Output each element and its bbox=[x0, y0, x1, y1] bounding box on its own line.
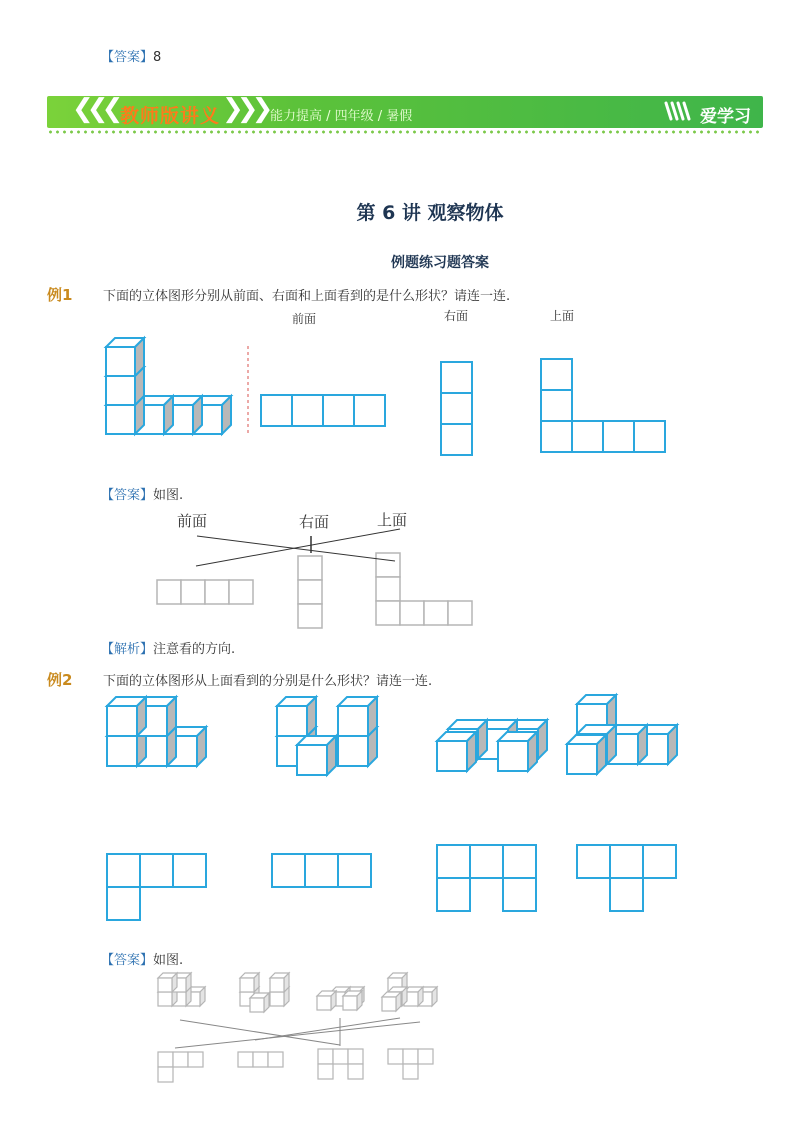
square bbox=[424, 601, 448, 625]
square bbox=[572, 421, 603, 452]
cube-front-face bbox=[270, 992, 284, 1006]
example2-solid-figures bbox=[107, 695, 677, 775]
square bbox=[272, 854, 305, 887]
square bbox=[441, 393, 472, 424]
cube-front-face bbox=[343, 996, 357, 1010]
square bbox=[348, 1049, 363, 1064]
square bbox=[441, 362, 472, 393]
view-label-top: 上面 bbox=[550, 309, 575, 323]
cube-front-face bbox=[437, 741, 467, 771]
section-title: 例题练习题答案 bbox=[391, 255, 489, 271]
cube-front-face bbox=[382, 997, 396, 1011]
example2-label: 例2 bbox=[47, 671, 73, 689]
answer-text: 如图. bbox=[153, 953, 184, 968]
square bbox=[634, 421, 665, 452]
example2-question: 下面的立体图形从上面看到的分别是什么形状？请连一连. bbox=[103, 674, 433, 689]
cube-front-face bbox=[338, 736, 368, 766]
square bbox=[503, 878, 536, 911]
cube-front-face bbox=[297, 745, 327, 775]
square bbox=[181, 580, 205, 604]
banner-brand: 爱学习 bbox=[700, 107, 751, 127]
example1-view-options bbox=[261, 359, 665, 455]
view-label-right: 右面 bbox=[444, 309, 469, 323]
cube-front-face bbox=[498, 741, 528, 771]
square bbox=[441, 424, 472, 455]
square bbox=[292, 395, 323, 426]
cube-front-face bbox=[107, 706, 137, 736]
cube-front-face bbox=[270, 978, 284, 992]
square bbox=[610, 845, 643, 878]
square bbox=[298, 604, 322, 628]
answer-tag: 【答案】 bbox=[101, 50, 154, 65]
banner-title: 教师版讲义 bbox=[120, 105, 221, 127]
example1-answer bbox=[101, 484, 183, 503]
square bbox=[348, 1064, 363, 1079]
square bbox=[448, 601, 472, 625]
example1-label: 例1 bbox=[47, 286, 73, 304]
connector-line bbox=[197, 536, 395, 561]
square bbox=[376, 601, 400, 625]
square bbox=[388, 1049, 403, 1064]
cube-front-face bbox=[240, 978, 254, 992]
answer-label-right: 右面 bbox=[299, 513, 330, 531]
cube-front-face bbox=[567, 744, 597, 774]
square bbox=[268, 1052, 283, 1067]
square bbox=[158, 1067, 173, 1082]
square bbox=[333, 1049, 348, 1064]
square bbox=[107, 887, 140, 920]
square bbox=[418, 1049, 433, 1064]
cube-front-face bbox=[338, 706, 368, 736]
square bbox=[437, 878, 470, 911]
square bbox=[318, 1064, 333, 1079]
answer-label-top: 上面 bbox=[377, 511, 408, 529]
square bbox=[140, 854, 173, 887]
cube-front-face bbox=[106, 376, 135, 405]
connector-line bbox=[175, 1022, 420, 1048]
square bbox=[610, 878, 643, 911]
square bbox=[253, 1052, 268, 1067]
cube-front-face bbox=[158, 992, 172, 1006]
cube-front-face bbox=[107, 736, 137, 766]
example1-solid-figure bbox=[106, 338, 231, 434]
square bbox=[229, 580, 253, 604]
example2-answer bbox=[101, 949, 183, 968]
square bbox=[403, 1064, 418, 1079]
square bbox=[157, 580, 181, 604]
square bbox=[298, 580, 322, 604]
analysis-text: 注意看的方向. bbox=[153, 642, 236, 657]
example1-analysis bbox=[101, 638, 235, 657]
view-label-front: 前面 bbox=[292, 312, 317, 326]
square bbox=[238, 1052, 253, 1067]
chevron-left-icon: ❮❮❮ bbox=[72, 94, 117, 124]
answer-tag: 【答案】 bbox=[101, 488, 154, 503]
square bbox=[205, 580, 229, 604]
cube-front-face bbox=[317, 996, 331, 1010]
example2-top-views bbox=[107, 845, 676, 920]
square bbox=[403, 1049, 418, 1064]
cube-front-face bbox=[106, 347, 135, 376]
square bbox=[541, 390, 572, 421]
square bbox=[323, 395, 354, 426]
cube-front-face bbox=[158, 978, 172, 992]
example1-answer-figure bbox=[157, 529, 472, 628]
square bbox=[107, 854, 140, 887]
square bbox=[305, 854, 338, 887]
square bbox=[541, 421, 572, 452]
square bbox=[400, 601, 424, 625]
square bbox=[541, 359, 572, 390]
square bbox=[261, 395, 292, 426]
square bbox=[376, 553, 400, 577]
answer-tag: 【答案】 bbox=[101, 953, 154, 968]
square bbox=[470, 845, 503, 878]
lecture-title: 第 6 讲 观察物体 bbox=[356, 202, 504, 224]
square bbox=[354, 395, 385, 426]
square bbox=[173, 1052, 188, 1067]
square bbox=[298, 556, 322, 580]
square bbox=[338, 854, 371, 887]
chevron-right-icon: ❯❯❯ bbox=[222, 94, 267, 124]
square bbox=[173, 854, 206, 887]
banner-subtitle: 能力提高 / 四年级 / 暑假 bbox=[270, 109, 413, 124]
analysis-tag: 【解析】 bbox=[101, 642, 154, 657]
answer-label-front: 前面 bbox=[177, 512, 208, 530]
cube-front-face bbox=[106, 405, 135, 434]
cube-front-face bbox=[250, 998, 264, 1012]
example2-answer-figure bbox=[158, 973, 437, 1082]
square bbox=[376, 577, 400, 601]
connector-line bbox=[180, 1020, 340, 1045]
square bbox=[503, 845, 536, 878]
example1-question: 下面的立体图形分别从前面、右面和上面看到的是什么形状？请连一连. bbox=[103, 289, 511, 304]
square bbox=[188, 1052, 203, 1067]
square bbox=[577, 845, 610, 878]
square bbox=[437, 845, 470, 878]
answer-text: 如图. bbox=[153, 488, 184, 503]
cube-front-face bbox=[277, 706, 307, 736]
square bbox=[318, 1049, 333, 1064]
square bbox=[643, 845, 676, 878]
answer-value: 8 bbox=[153, 50, 162, 65]
square bbox=[603, 421, 634, 452]
square bbox=[158, 1052, 173, 1067]
